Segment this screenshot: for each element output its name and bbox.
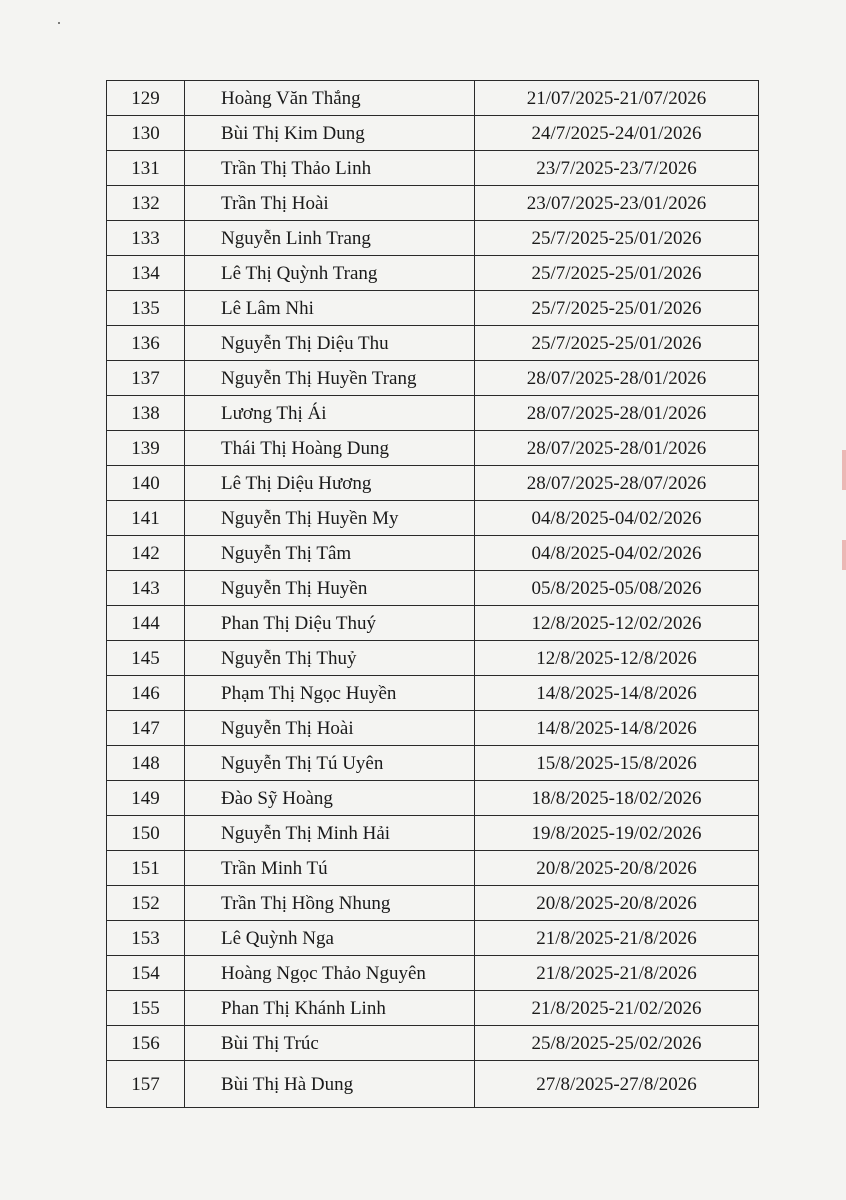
row-number: 155 xyxy=(107,991,185,1026)
table-row xyxy=(107,1061,759,1108)
scan-edge-mark xyxy=(842,450,846,490)
row-number: 134 xyxy=(107,256,185,291)
table-row xyxy=(107,606,759,641)
person-name: Nguyễn Thị Minh Hải xyxy=(185,816,475,851)
row-number: 142 xyxy=(107,536,185,571)
date-range: 25/7/2025-25/01/2026 xyxy=(475,221,759,256)
person-name: Trần Minh Tú xyxy=(185,851,475,886)
person-name: Bùi Thị Trúc xyxy=(185,1026,475,1061)
row-number: 143 xyxy=(107,571,185,606)
date-range: 14/8/2025-14/8/2026 xyxy=(475,711,759,746)
person-name: Đào Sỹ Hoàng xyxy=(185,781,475,816)
row-number: 144 xyxy=(107,606,185,641)
date-range: 04/8/2025-04/02/2026 xyxy=(475,536,759,571)
row-number: 138 xyxy=(107,396,185,431)
table-row xyxy=(107,221,759,256)
date-range: 19/8/2025-19/02/2026 xyxy=(475,816,759,851)
person-name: Trần Thị Thảo Linh xyxy=(185,151,475,186)
row-number: 146 xyxy=(107,676,185,711)
row-number: 139 xyxy=(107,431,185,466)
table-row xyxy=(107,116,759,151)
person-name: Nguyễn Linh Trang xyxy=(185,221,475,256)
table-row xyxy=(107,816,759,851)
table-row xyxy=(107,956,759,991)
row-number: 154 xyxy=(107,956,185,991)
row-number: 156 xyxy=(107,1026,185,1061)
row-number: 131 xyxy=(107,151,185,186)
person-name: Lê Lâm Nhi xyxy=(185,291,475,326)
table-row xyxy=(107,676,759,711)
person-name: Lê Quỳnh Nga xyxy=(185,921,475,956)
row-number: 147 xyxy=(107,711,185,746)
row-number: 149 xyxy=(107,781,185,816)
row-number: 153 xyxy=(107,921,185,956)
date-range: 12/8/2025-12/8/2026 xyxy=(475,641,759,676)
person-name: Nguyễn Thị Tâm xyxy=(185,536,475,571)
table-row xyxy=(107,921,759,956)
row-number: 141 xyxy=(107,501,185,536)
date-range: 28/07/2025-28/01/2026 xyxy=(475,361,759,396)
table-row xyxy=(107,711,759,746)
date-range: 25/8/2025-25/02/2026 xyxy=(475,1026,759,1061)
table-row xyxy=(107,641,759,676)
roster-body xyxy=(107,81,759,1108)
date-range: 25/7/2025-25/01/2026 xyxy=(475,326,759,361)
table-row xyxy=(107,81,759,116)
person-name: Lê Thị Diệu Hương xyxy=(185,466,475,501)
roster-table xyxy=(106,80,759,1108)
date-range: 23/07/2025-23/01/2026 xyxy=(475,186,759,221)
table-row xyxy=(107,991,759,1026)
date-range: 21/8/2025-21/8/2026 xyxy=(475,921,759,956)
person-name: Phan Thị Diệu Thuý xyxy=(185,606,475,641)
person-name: Bùi Thị Kim Dung xyxy=(185,116,475,151)
person-name: Nguyễn Thị Thuỷ xyxy=(185,641,475,676)
table-row xyxy=(107,396,759,431)
table-row xyxy=(107,536,759,571)
date-range: 14/8/2025-14/8/2026 xyxy=(475,676,759,711)
scan-speck xyxy=(58,22,60,24)
person-name: Nguyễn Thị Hoài xyxy=(185,711,475,746)
person-name: Trần Thị Hồng Nhung xyxy=(185,886,475,921)
date-range: 21/07/2025-21/07/2026 xyxy=(475,81,759,116)
row-number: 152 xyxy=(107,886,185,921)
table-row xyxy=(107,466,759,501)
date-range: 25/7/2025-25/01/2026 xyxy=(475,256,759,291)
table-row xyxy=(107,781,759,816)
row-number: 129 xyxy=(107,81,185,116)
person-name: Lương Thị Ái xyxy=(185,396,475,431)
person-name: Bùi Thị Hà Dung xyxy=(185,1061,475,1108)
date-range: 20/8/2025-20/8/2026 xyxy=(475,851,759,886)
date-range: 18/8/2025-18/02/2026 xyxy=(475,781,759,816)
person-name: Nguyễn Thị Huyền My xyxy=(185,501,475,536)
row-number: 145 xyxy=(107,641,185,676)
date-range: 21/8/2025-21/02/2026 xyxy=(475,991,759,1026)
table-row xyxy=(107,746,759,781)
person-name: Trần Thị Hoài xyxy=(185,186,475,221)
date-range: 12/8/2025-12/02/2026 xyxy=(475,606,759,641)
date-range: 28/07/2025-28/01/2026 xyxy=(475,431,759,466)
table-row xyxy=(107,431,759,466)
row-number: 148 xyxy=(107,746,185,781)
table-row xyxy=(107,151,759,186)
person-name: Nguyễn Thị Huyền xyxy=(185,571,475,606)
row-number: 132 xyxy=(107,186,185,221)
date-range: 04/8/2025-04/02/2026 xyxy=(475,501,759,536)
table-row xyxy=(107,186,759,221)
row-number: 133 xyxy=(107,221,185,256)
table-row xyxy=(107,291,759,326)
person-name: Hoàng Văn Thắng xyxy=(185,81,475,116)
row-number: 135 xyxy=(107,291,185,326)
row-number: 137 xyxy=(107,361,185,396)
table-row xyxy=(107,571,759,606)
scan-edge-mark xyxy=(842,540,846,570)
person-name: Nguyễn Thị Tú Uyên xyxy=(185,746,475,781)
person-name: Lê Thị Quỳnh Trang xyxy=(185,256,475,291)
table-row xyxy=(107,361,759,396)
date-range: 21/8/2025-21/8/2026 xyxy=(475,956,759,991)
person-name: Phạm Thị Ngọc Huyền xyxy=(185,676,475,711)
table-row xyxy=(107,1026,759,1061)
row-number: 130 xyxy=(107,116,185,151)
date-range: 23/7/2025-23/7/2026 xyxy=(475,151,759,186)
person-name: Nguyễn Thị Diệu Thu xyxy=(185,326,475,361)
person-name: Nguyễn Thị Huyền Trang xyxy=(185,361,475,396)
person-name: Phan Thị Khánh Linh xyxy=(185,991,475,1026)
table-row xyxy=(107,326,759,361)
date-range: 05/8/2025-05/08/2026 xyxy=(475,571,759,606)
table-row xyxy=(107,256,759,291)
row-number: 157 xyxy=(107,1061,185,1108)
date-range: 15/8/2025-15/8/2026 xyxy=(475,746,759,781)
table-row xyxy=(107,851,759,886)
date-range: 28/07/2025-28/07/2026 xyxy=(475,466,759,501)
date-range: 24/7/2025-24/01/2026 xyxy=(475,116,759,151)
date-range: 25/7/2025-25/01/2026 xyxy=(475,291,759,326)
table-row xyxy=(107,886,759,921)
person-name: Thái Thị Hoàng Dung xyxy=(185,431,475,466)
date-range: 27/8/2025-27/8/2026 xyxy=(475,1061,759,1108)
row-number: 150 xyxy=(107,816,185,851)
person-name: Hoàng Ngọc Thảo Nguyên xyxy=(185,956,475,991)
date-range: 20/8/2025-20/8/2026 xyxy=(475,886,759,921)
row-number: 151 xyxy=(107,851,185,886)
row-number: 140 xyxy=(107,466,185,501)
date-range: 28/07/2025-28/01/2026 xyxy=(475,396,759,431)
table-row xyxy=(107,501,759,536)
row-number: 136 xyxy=(107,326,185,361)
